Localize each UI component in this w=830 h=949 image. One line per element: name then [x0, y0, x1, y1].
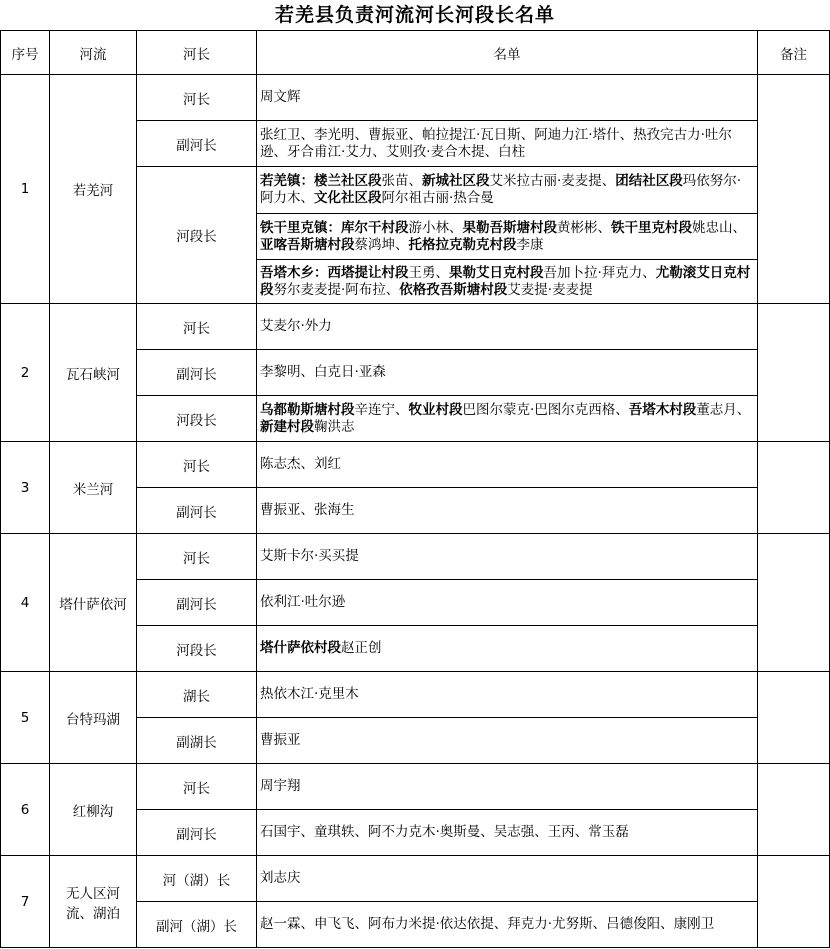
remark-cell — [758, 856, 830, 948]
role-cell: 河（湖）长 — [137, 856, 257, 902]
segment-name-bold: 牧业村段 — [408, 401, 463, 418]
segment-text: 石国宇、童琪轶、阿不力克木·奥斯曼、吴志强、王丙、常玉磊 — [260, 824, 629, 840]
header-row — [1, 31, 830, 75]
table-row — [1, 442, 830, 488]
segment-text: 李黎明、白克日·亚森 — [260, 364, 386, 380]
document-title: 若羌县负责河流河长河段长名单 — [274, 4, 555, 26]
segment-text: 努尔麦麦提·阿布拉、 — [273, 281, 400, 298]
segment-text: 艾麦尔·外力 — [260, 318, 332, 334]
names-cell — [257, 121, 758, 167]
role-cell: 副河（湖）长 — [137, 902, 257, 948]
river-cell: 瓦石峡河 — [50, 304, 137, 442]
segment-text: 玛依努尔·阿力木、 — [260, 173, 742, 206]
segment-text: 曹振亚 — [260, 732, 301, 748]
segment-text: 热依木江·克里木 — [260, 686, 359, 702]
river-cell: 塔什萨依河 — [50, 534, 137, 672]
segment-text: 赵一霖、申飞飞、阿布力米提·依达依提、拜克力·尤努斯、吕德俊阳、康刚卫 — [260, 916, 715, 932]
seq-cell: 2 — [1, 304, 50, 442]
segment-text: 艾米拉古丽·麦麦提、 — [489, 173, 616, 189]
segment-name-bold: 铁干里克镇： — [260, 219, 341, 236]
role-cell: 副河长 — [137, 810, 257, 856]
seq-cell: 4 — [1, 534, 50, 672]
remark-cell — [758, 442, 830, 534]
segment-text: 依利江·吐尔逊 — [260, 594, 346, 610]
segment-text: 李康 — [516, 236, 544, 253]
role-cell: 湖长 — [137, 672, 257, 718]
segment-text: 黄彬彬、 — [557, 219, 611, 236]
river-cell: 米兰河 — [50, 442, 137, 534]
table-row — [1, 764, 830, 810]
segment-name-bold: 乌都勒斯塘村段 — [260, 401, 355, 418]
role-cell: 河长 — [137, 764, 257, 810]
role-cell: 副河长 — [137, 580, 257, 626]
segment-text: 曹振亚、张海生 — [260, 502, 355, 518]
names-cell — [257, 442, 758, 488]
river-cell: 无人区河流、湖泊 — [50, 856, 137, 948]
remark-cell — [758, 672, 830, 764]
remark-cell — [758, 764, 830, 856]
segment-text: 周文辉 — [260, 89, 301, 105]
names-cell — [257, 75, 758, 121]
segment-text: 张苗、 — [381, 173, 422, 189]
seq-cell: 7 — [1, 856, 50, 948]
segment-text: 辛连宁、 — [354, 401, 409, 418]
segment-name-bold: 托格拉克勒克村段 — [408, 236, 517, 253]
segment-name-bold: 新建村段 — [260, 418, 314, 435]
segment-text: 阿尔祖古丽·热合曼 — [381, 190, 494, 206]
table-row — [1, 856, 830, 902]
segment-text: 董志月、 — [696, 401, 751, 418]
role-cell: 河段长 — [137, 396, 257, 442]
role-cell: 副湖长 — [137, 718, 257, 764]
role-cell: 河长 — [137, 534, 257, 580]
segment-name-bold: 新城社区段 — [422, 173, 490, 189]
remark-cell — [758, 304, 830, 442]
names-cell — [257, 580, 758, 626]
segment-text: 刘志庆 — [260, 870, 301, 886]
seq-cell: 1 — [1, 75, 50, 304]
segment-name-bold: 依格孜吾斯塘村段 — [399, 281, 508, 298]
header-river: 河流 — [50, 31, 137, 75]
segment-name-bold: 尤勒滚艾日克村段 — [260, 264, 751, 298]
segment-text: 张红卫、李光明、曹振亚、帕拉提江·瓦日斯、阿迪力江·塔什、热孜完古力·吐尔逊、牙合甫江·艾力、艾则孜·麦合木提、白柱 — [260, 126, 732, 160]
segment-text: 陈志杰、刘红 — [260, 456, 341, 472]
names-cell — [257, 260, 758, 304]
names-cell — [257, 488, 758, 534]
segment-text: 赵正创 — [341, 640, 382, 656]
segment-name-bold: 亚喀吾斯塘村段 — [260, 236, 355, 253]
segment-text: 周宇翔 — [260, 778, 301, 794]
segment-text: 艾麦提·麦麦提 — [507, 281, 593, 298]
segment-text: 巴图尔蒙克·巴图尔克西格、 — [462, 401, 629, 418]
river-cell: 红柳沟 — [50, 764, 137, 856]
segment-name-bold: 楼兰社区段 — [314, 173, 382, 189]
names-cell — [257, 534, 758, 580]
segment-name-bold: 果勒艾日克村段 — [449, 264, 544, 281]
remark-cell — [758, 75, 830, 304]
header-seq: 序号 — [1, 31, 50, 75]
names-cell — [257, 167, 758, 214]
segment-text: 蔡鸿坤、 — [354, 236, 409, 253]
names-cell — [257, 718, 758, 764]
segment-text: 吾加卜拉·拜克力、 — [543, 264, 656, 281]
segment-name-bold: 库尔干村段 — [341, 219, 409, 236]
role-cell: 河段长 — [137, 167, 257, 304]
segment-name-bold: 若羌镇： — [260, 173, 314, 189]
names-cell — [257, 764, 758, 810]
table-row — [1, 75, 830, 121]
header-remark: 备注 — [758, 31, 830, 75]
role-cell: 河长 — [137, 442, 257, 488]
names-cell — [257, 672, 758, 718]
role-cell: 副河长 — [137, 350, 257, 396]
segment-text: 王勇、 — [408, 264, 449, 281]
names-cell — [257, 902, 758, 948]
segment-text: 游小林、 — [408, 219, 463, 236]
names-cell — [257, 856, 758, 902]
segment-text: 姚忠山、 — [692, 219, 746, 236]
segment-name-bold: 铁干里克村段 — [611, 219, 692, 236]
role-cell: 河段长 — [137, 626, 257, 672]
segment-name-bold: 西塔提让村段 — [327, 264, 409, 281]
segment-name-bold: 塔什萨依村段 — [260, 640, 341, 656]
role-cell: 副河长 — [137, 488, 257, 534]
names-cell — [257, 396, 758, 442]
segment-name-bold: 吾塔木村段 — [628, 401, 697, 418]
segment-name-bold: 文化社区段 — [314, 190, 382, 206]
river-cell: 台特玛湖 — [50, 672, 137, 764]
segment-name-bold: 吾塔木乡： — [260, 264, 328, 281]
names-cell — [257, 810, 758, 856]
river-cell: 若羌河 — [50, 75, 137, 304]
names-cell — [257, 626, 758, 672]
segment-text: 鞠洪志 — [314, 418, 355, 435]
header-names: 名单 — [257, 31, 758, 75]
seq-cell: 6 — [1, 764, 50, 856]
seq-cell: 3 — [1, 442, 50, 534]
table-row — [1, 304, 830, 350]
header-chief: 河长 — [137, 31, 257, 75]
segment-name-bold: 果勒吾斯塘村段 — [462, 219, 557, 236]
table-row — [1, 534, 830, 580]
names-cell — [257, 214, 758, 260]
names-cell — [257, 304, 758, 350]
segment-text: 艾斯卡尔·买买提 — [260, 548, 359, 564]
table-row — [1, 672, 830, 718]
roster-table — [0, 30, 830, 948]
remark-cell — [758, 534, 830, 672]
seq-cell: 5 — [1, 672, 50, 764]
segment-name-bold: 团结社区段 — [615, 173, 683, 189]
names-cell — [257, 350, 758, 396]
role-cell: 副河长 — [137, 121, 257, 167]
role-cell: 河长 — [137, 75, 257, 121]
role-cell: 河长 — [137, 304, 257, 350]
